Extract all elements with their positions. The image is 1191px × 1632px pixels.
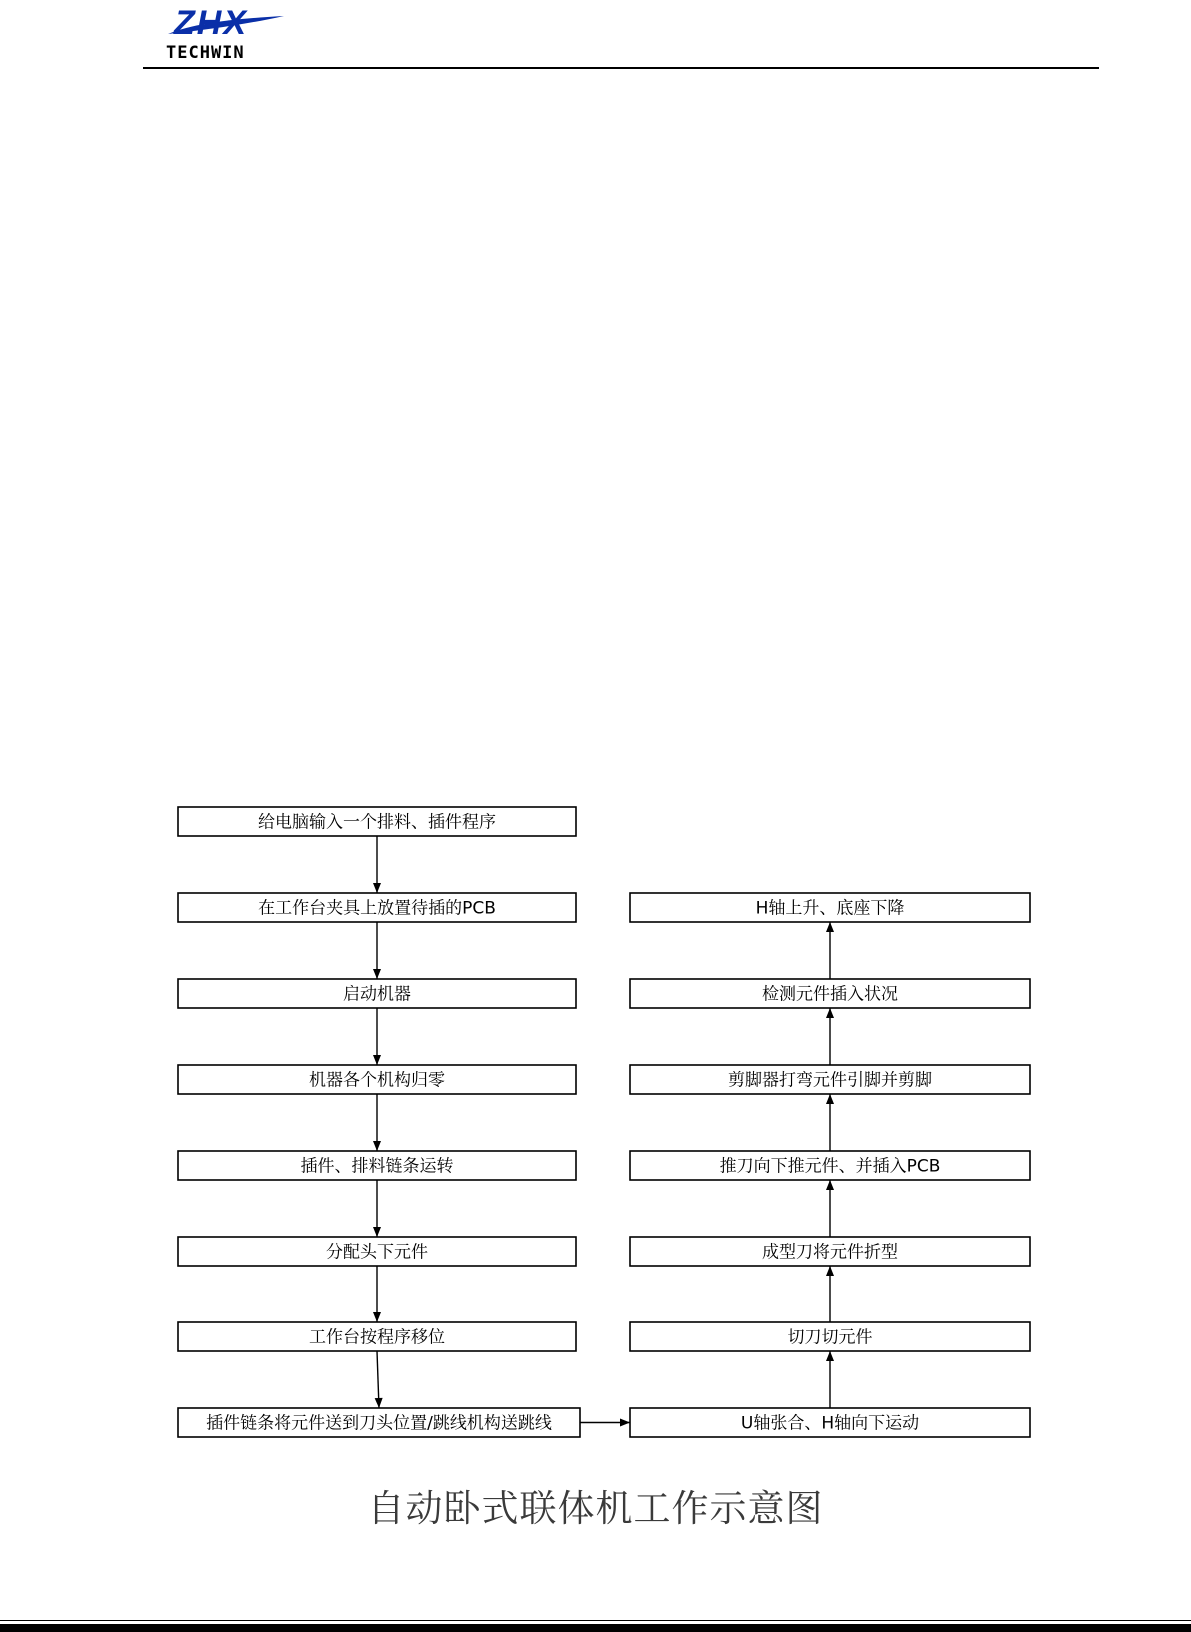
flow-node-label: U轴张合、H轴向下运动 [740, 1413, 920, 1434]
arrowhead-icon [826, 1094, 834, 1104]
arrowhead-icon [826, 922, 834, 932]
arrowhead-icon [620, 1419, 630, 1427]
flow-node-label: 切刀切元件 [787, 1327, 873, 1348]
arrowhead-icon [826, 1180, 834, 1190]
flow-node-label: 插件、排料链条运转 [300, 1156, 454, 1177]
flow-edge-10 [826, 1180, 834, 1237]
flow-edge-9 [826, 1266, 834, 1322]
logo-brand-text: ZHX [174, 4, 248, 42]
flow-nodes [178, 807, 1030, 1437]
flow-node-label: 机器各个机构归零 [309, 1070, 445, 1091]
flow-node-label: 给电脑输入一个排料、插件程序 [258, 812, 496, 833]
flow-edge-1 [373, 922, 381, 979]
arrowhead-icon [826, 1351, 834, 1361]
flow-node-n13 [630, 1065, 1030, 1094]
flow-node-n15 [630, 893, 1030, 922]
flow-node-label: H轴上升、底座下降 [755, 898, 905, 919]
flow-edge-12 [826, 1008, 834, 1065]
flow-node-label: 分配头下元件 [326, 1242, 428, 1263]
flow-node-label: 工作台按程序移位 [309, 1327, 445, 1348]
flow-node-n3 [178, 979, 576, 1008]
flow-node-label: 在工作台夹具上放置待插的PCB [258, 898, 496, 919]
flow-node-label: 启动机器 [343, 984, 411, 1005]
flow-node-n14 [630, 979, 1030, 1008]
flow-node-n4 [178, 1065, 576, 1094]
flow-edge-2 [373, 1008, 381, 1065]
arrowhead-icon [826, 1266, 834, 1276]
flow-node-n7 [178, 1322, 576, 1351]
flow-node-n8 [178, 1408, 580, 1437]
flow-node-label: 检测元件插入状况 [762, 984, 898, 1005]
diagram-caption: 自动卧式联体机工作示意图 [367, 1487, 824, 1530]
flow-edge-8 [826, 1351, 834, 1408]
arrowhead-icon [373, 883, 381, 893]
arrowhead-icon [373, 969, 381, 979]
flow-edge-13 [826, 922, 834, 979]
flow-node-n11 [630, 1237, 1030, 1266]
flow-node-n10 [630, 1322, 1030, 1351]
flow-node-n12 [630, 1151, 1030, 1180]
flow-edge-5 [373, 1266, 381, 1322]
flow-edge-11 [826, 1094, 834, 1151]
flow-edge-6 [375, 1351, 383, 1408]
flow-node-label: 剪脚器打弯元件引脚并剪脚 [728, 1070, 932, 1091]
arrowhead-icon [373, 1141, 381, 1151]
logo-sub-text: TECHWIN [166, 43, 245, 62]
arrowhead-icon [826, 1008, 834, 1018]
flow-node-label: 成型刀将元件折型 [762, 1242, 898, 1263]
flow-node-n1 [178, 807, 576, 836]
arrowhead-icon [373, 1227, 381, 1237]
arrowhead-icon [375, 1398, 383, 1408]
flow-edge-0 [373, 836, 381, 893]
flow-edge-3 [373, 1094, 381, 1151]
flow-edge-7 [580, 1419, 630, 1427]
flow-node-n2 [178, 893, 576, 922]
flow-node-n5 [178, 1151, 576, 1180]
flow-node-n6 [178, 1237, 576, 1266]
flow-node-n9 [630, 1408, 1030, 1437]
arrowhead-icon [373, 1055, 381, 1065]
flow-edge-4 [373, 1180, 381, 1237]
flow-node-label: 插件链条将元件送到刀头位置/跳线机构送跳线 [206, 1413, 552, 1434]
footer-rule-thin [0, 1620, 1191, 1621]
arrowhead-icon [373, 1312, 381, 1322]
footer-rule [0, 1624, 1191, 1632]
flow-node-label: 推刀向下推元件、并插入PCB [719, 1156, 941, 1177]
